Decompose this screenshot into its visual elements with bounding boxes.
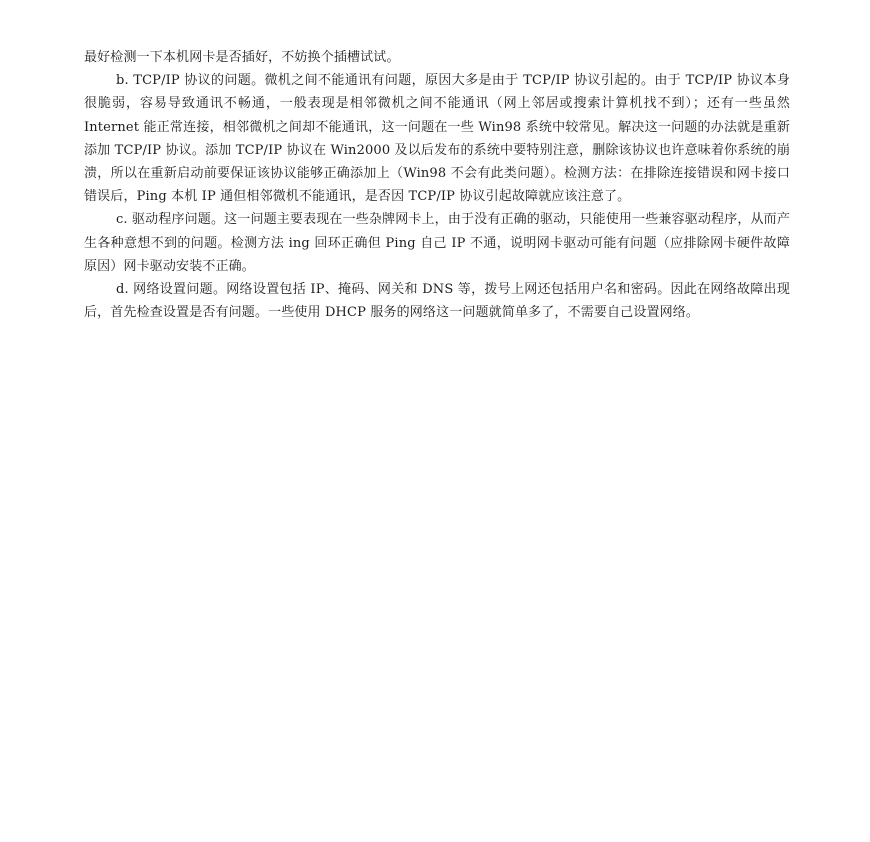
paragraph-driver-issue: c. 驱动程序问题。这一问题主要表现在一些杂牌网卡上，由于没有正确的驱动，只能使用一些兼容驱动程序，从而产生各种意想不到的问题。检测方法 ing 回环正确但 Ping 自己 IP 不通，说明网卡驱动可能有问题（应排除网卡硬件故障原因）网卡驱动安装不正确。 <box>84 212 790 274</box>
paragraph-continuation: 最好检测一下本机网卡是否插好，不妨换个插槽试试。 <box>84 50 400 65</box>
paragraph-network-settings-issue: d. 网络设置问题。网络设置包括 IP、掩码、网关和 DNS 等，拨号上网还包括用户名和密码。因此在网络故障出现后，首先检查设置是否有问题。一些使用 DHCP 服务的网络这一问题就简单多了，不需要自己设置网络。 <box>84 282 790 321</box>
document-body <box>84 46 790 324</box>
paragraph-tcpip-issue: b. TCP/IP 协议的问题。微机之间不能通讯有问题，原因大多是由于 TCP/IP 协议引起的。由于 TCP/IP 协议本身很脆弱，容易导致通讯不畅通，一般表现是相邻微机之间不能通讯（网上邻居或搜索计算机找不到）；还有一些虽然 Internet 能正常连接，相邻微机之间却不能通讯，这一问题在一些 Win98 系统中较常见。解决这一问题的办法就是重新添加 TCP/IP 协议。添加 TCP/IP 协议在 Win2000 及以后发布的系统中要特别注意，删除该协议也许意味着你系统的崩溃，所以在重新启动前要保证该协议能够正确添加上（Win98 不会有此类问题）。检测方法：在排除连接错误和网卡接口错误后，Ping 本机 IP 通但相邻微机不能通讯，是否因 TCP/IP 协议引起故障就应该注意了。 <box>84 73 790 205</box>
